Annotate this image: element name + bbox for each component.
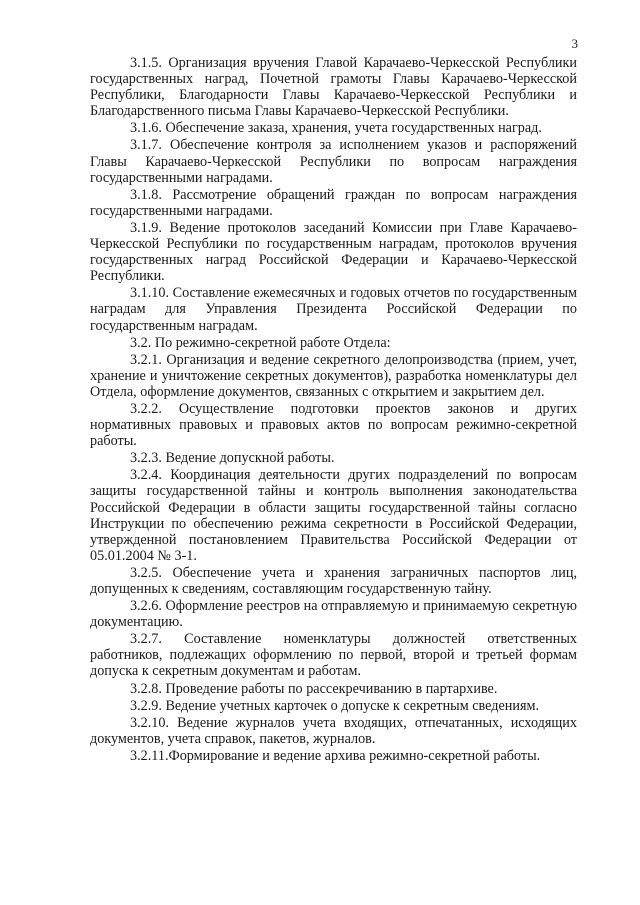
section-heading-3-2: 3.2. По режимно-секретной работе Отдела: — [130, 334, 391, 351]
paragraph-3-2-2: 3.2.2. Осуществление подготовки проектов законов и других нормативных правовых и правовых актов по вопросам режимно-секретной работы. — [90, 400, 577, 450]
page-number: 3 — [571, 36, 578, 51]
paragraph-3-1-6: 3.1.6. Обеспечение заказа, хранения, учета государственных наград. — [130, 120, 542, 137]
paragraph-3-2-3: 3.2.3. Ведение допускной работы. — [130, 450, 335, 467]
paragraph-3-2-8: 3.2.8. Проведение работы по рассекречиванию в партархиве. — [130, 680, 498, 697]
paragraph-3-2-1: 3.2.1. Организация и ведение секретного делопроизводства (прием, учет, хранение и уничтожение секретных документов), разработка номенклатуры дел Отдела, оформление документов, связанных с открытием и закрытием дел. — [90, 351, 577, 400]
paragraph-3-1-9: 3.1.9. Ведение протоколов заседаний Комиссии при Главе Карачаево-Черкесской Республики по государственным наградам, протоколов вручения государственных наград Российской Федерации и Карачаево-Черкесской Республики. — [90, 219, 577, 285]
paragraph-3-2-5: 3.2.5. Обеспечение учета и хранения заграничных паспортов лиц, допущенных к сведениям, составляющим государственную тайну. — [90, 564, 577, 597]
paragraph-3-1-5: 3.1.5. Организация вручения Главой Карачаево-Черкесской Республики государственных наград, Почетной грамоты Главы Карачаево-Черкесской Республики, Благодарности Главы Карачаево-Черкесской Республики и Благодарственного письма Главы Карачаево-Черкесской Республики. — [90, 55, 577, 120]
paragraph-3-2-10: 3.2.10. Ведение журналов учета входящих, отпечатанных, исходящих документов, учета справок, пакетов, журналов. — [90, 714, 577, 747]
paragraph-3-2-7: 3.2.7. Составление номенклатуры должностей ответственных работников, подлежащих оформлению по первой, второй и третьей формам допуска к секретным документам и работам. — [90, 631, 577, 680]
paragraph-3-1-7: 3.1.7. Обеспечение контроля за исполнением указов и распоряжений Главы Карачаево-Черкесской Республики по вопросам награждения государственными наградами. — [90, 137, 577, 186]
paragraph-3-2-6: 3.2.6. Оформление реестров на отправляемую и принимаемую секретную документацию. — [90, 598, 577, 631]
paragraph-3-1-8: 3.1.8. Рассмотрение обращений граждан по вопросам награждения государственными наградами. — [90, 186, 577, 219]
paragraph-3-2-9: 3.2.9. Ведение учетных карточек о допуске к секретным сведениям. — [130, 697, 540, 714]
paragraph-3-2-11: 3.2.11.Формирование и ведение архива режимно-секретной работы. — [130, 747, 541, 764]
paragraph-3-1-10: 3.1.10. Составление ежемесячных и годовых отчетов по государственным наградам для Управления Президента Российской Федерации по государственным наградам. — [90, 285, 577, 334]
paragraph-3-2-4: 3.2.4. Координация деятельности других подразделений по вопросам защиты государственной тайны и контроль выполнения законодательства Российской Федерации в области защиты государственной тайны согласно Инструкции по обеспечению режима секретности в Российской Федерации, утвержденной постановлением Правительства Российской Федерации от 05.01.2004 № 3-1. — [90, 467, 577, 564]
document-body — [90, 55, 577, 764]
